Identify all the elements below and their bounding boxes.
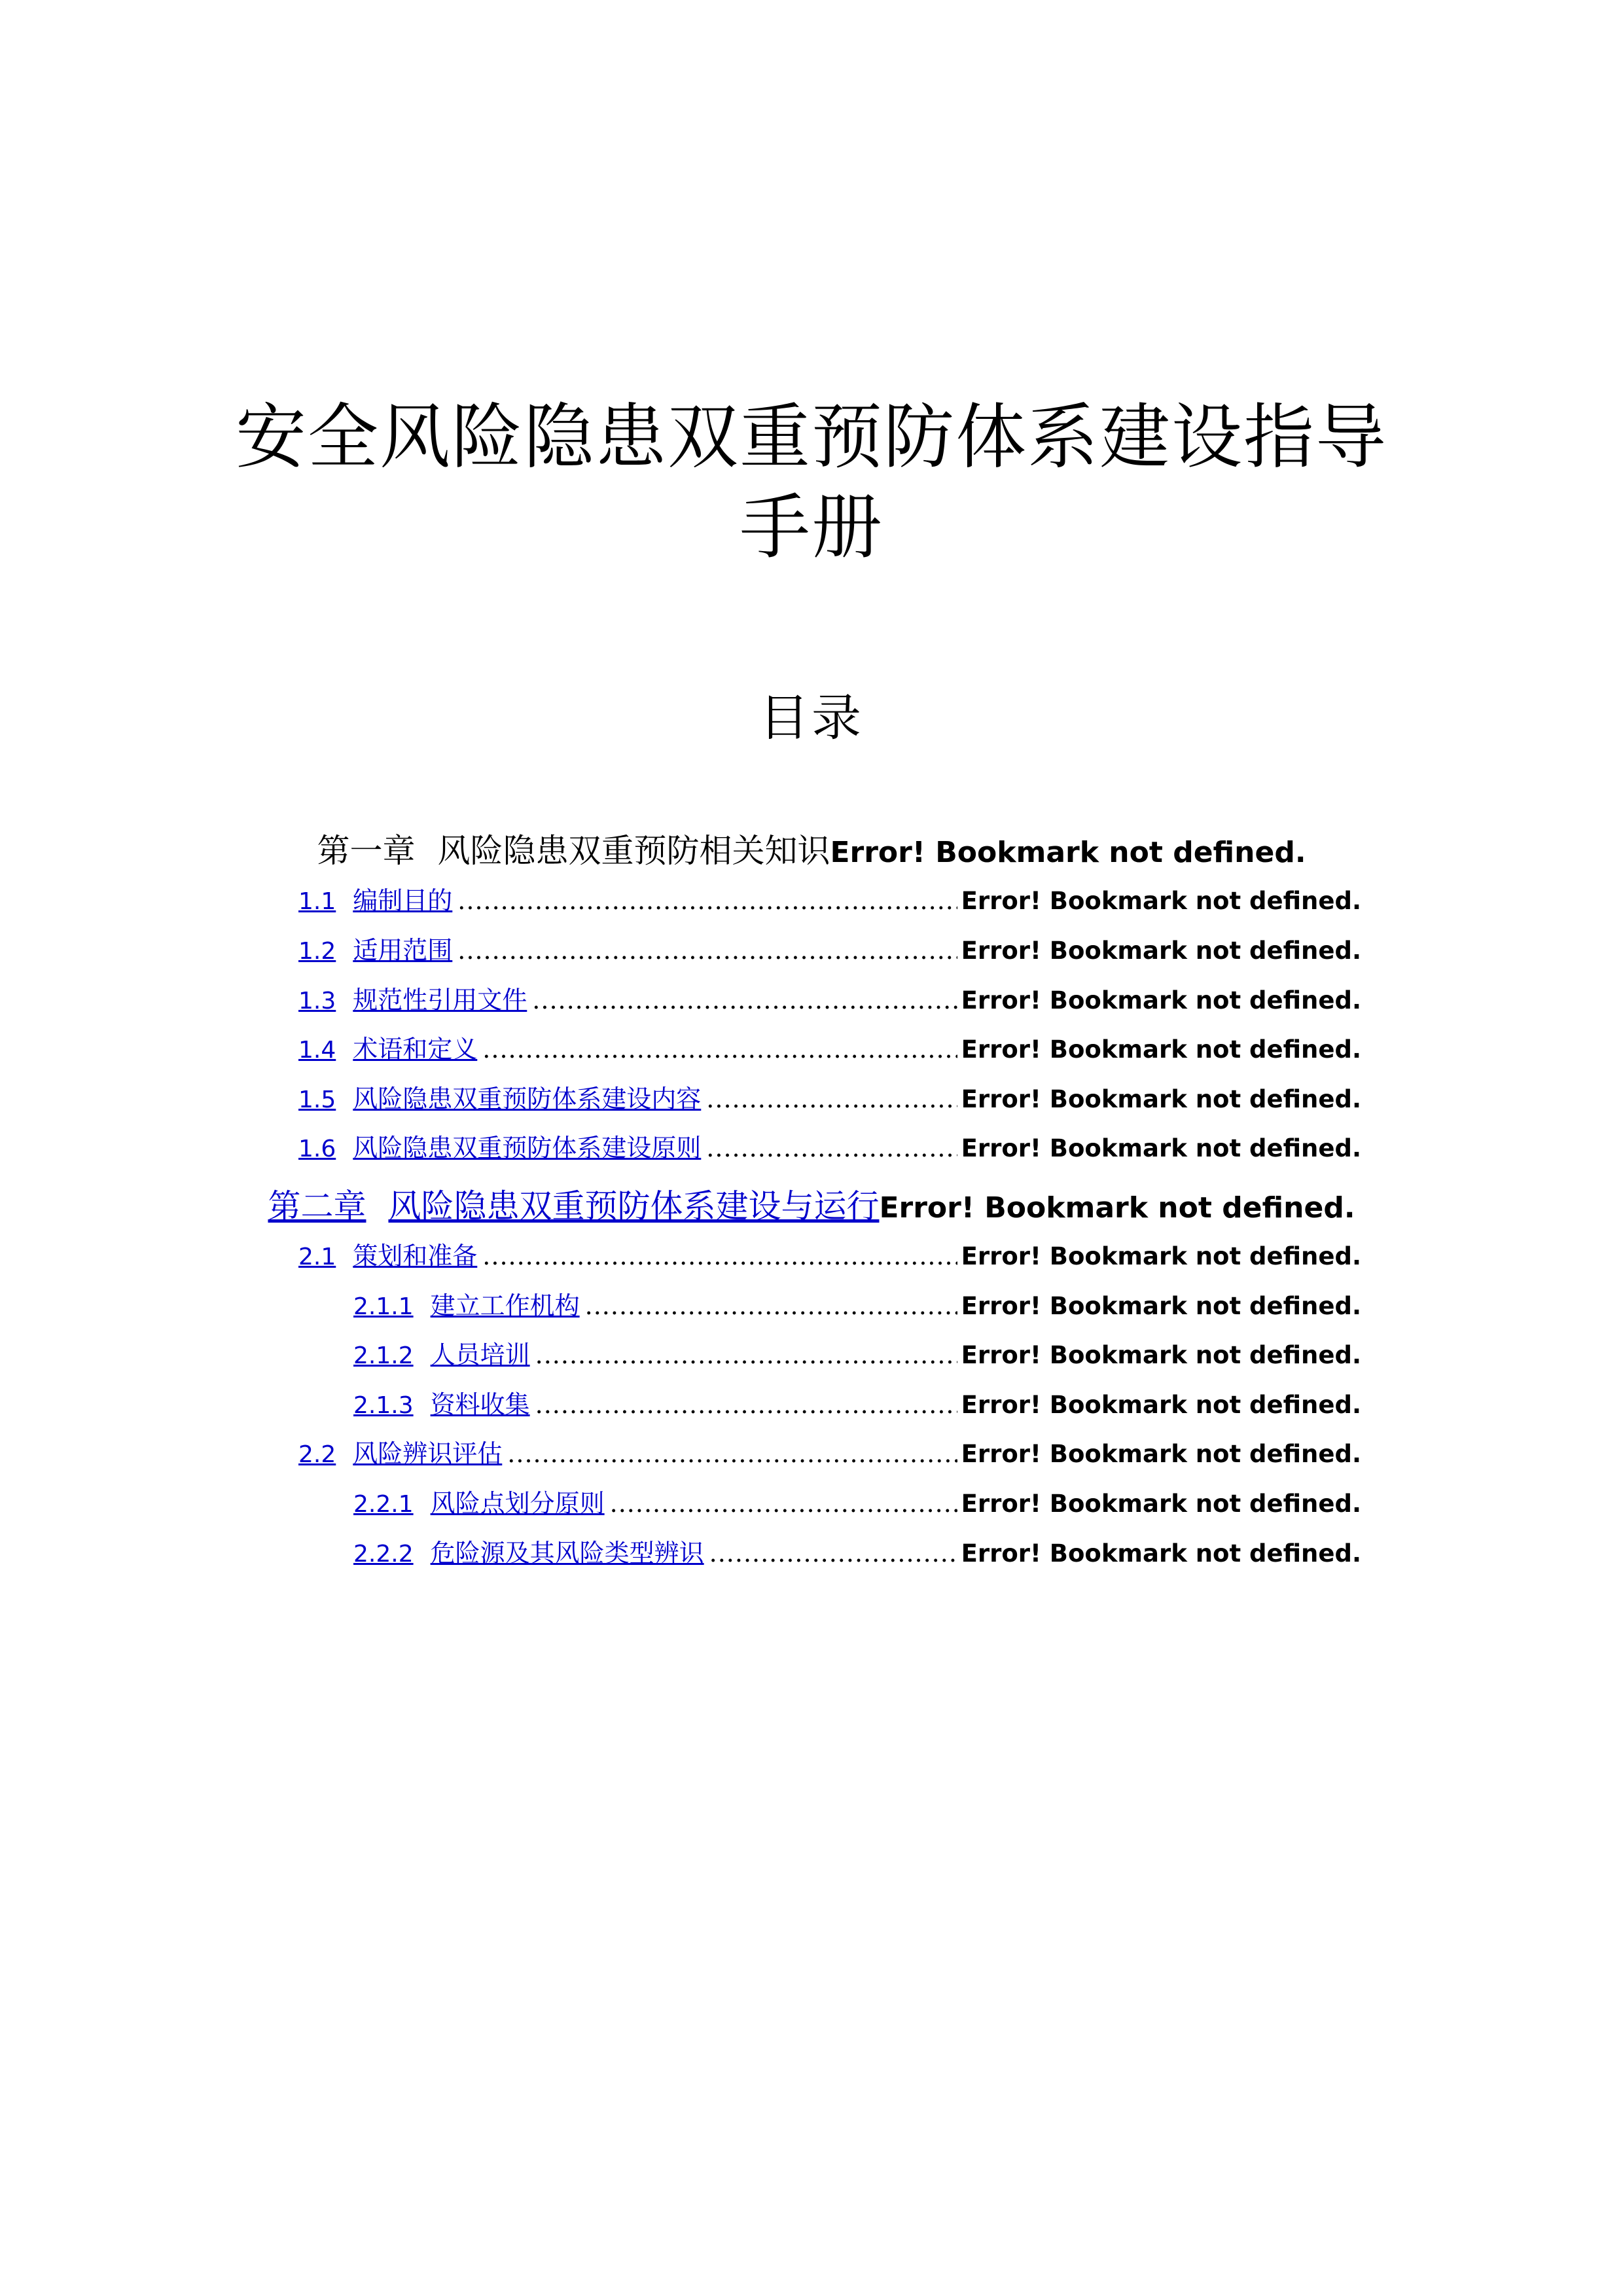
toc-entry-number: 2.1.3 [353, 1391, 414, 1419]
toc-entry-number: 1.3 [298, 987, 336, 1014]
toc-dot-leader [610, 1489, 957, 1519]
toc-entry-page: Error! Bookmark not defined. [961, 887, 1361, 916]
toc-entry[interactable] [262, 1539, 1361, 1569]
toc-entry-page: Error! Bookmark not defined. [961, 986, 1361, 1014]
toc-entry-label: 风险隐患双重预防体系建设原则 [353, 1134, 702, 1163]
toc-dot-leader [535, 1390, 957, 1420]
table-of-contents [0, 828, 1623, 1568]
toc-dot-leader [457, 936, 957, 966]
toc-chapter-page: Error! Bookmark not defined. [830, 836, 1306, 870]
toc-entry-page: Error! Bookmark not defined. [961, 1035, 1361, 1064]
toc-entry[interactable] [262, 1291, 1361, 1321]
toc-entry-number: 1.4 [298, 1037, 336, 1064]
toc-entry-label: 编制目的 [353, 886, 453, 916]
toc-entry-page: Error! Bookmark not defined. [961, 1490, 1361, 1518]
toc-entry-label: 危险源及其风险类型辨识 [430, 1538, 704, 1568]
toc-entry-number: 2.1.2 [353, 1342, 414, 1370]
toc-dot-leader [532, 986, 957, 1016]
toc-entry-number: 2.2.2 [353, 1540, 414, 1568]
toc-entry-label: 风险隐患双重预防体系建设内容 [353, 1084, 702, 1113]
toc-entry-label: 风险辨识评估 [353, 1439, 503, 1469]
toc-chapter-number: 第一章 风险隐患双重预防相关知识 [317, 832, 830, 870]
toc-entry[interactable] [262, 1035, 1361, 1065]
toc-entry[interactable] [262, 1489, 1361, 1519]
toc-entry-label: 资料收集 [430, 1390, 530, 1419]
toc-entry-page: Error! Bookmark not defined. [961, 1291, 1361, 1320]
toc-entry-label: 建立工作机构 [430, 1291, 580, 1320]
toc-dot-leader [585, 1291, 957, 1321]
toc-dot-leader [507, 1439, 957, 1469]
toc-entry[interactable] [262, 1134, 1361, 1164]
toc-entry-page: Error! Bookmark not defined. [961, 1134, 1361, 1163]
toc-entry-label: 风险点划分原则 [430, 1489, 605, 1518]
toc-entry-label: 策划和准备 [353, 1242, 478, 1271]
toc-dot-leader [482, 1242, 957, 1272]
toc-entry[interactable] [262, 936, 1361, 966]
toc-chapter-number: 第二章 风险隐患双重预防体系建设与运行 [268, 1187, 880, 1226]
toc-dot-leader [706, 1134, 957, 1164]
toc-chapter-entry[interactable] [262, 828, 1361, 874]
toc-dot-leader [709, 1539, 957, 1569]
toc-entry-page: Error! Bookmark not defined. [961, 937, 1361, 965]
toc-entry[interactable] [262, 1390, 1361, 1420]
toc-entry-number: 2.2 [298, 1441, 336, 1469]
toc-chapter-page: Error! Bookmark not defined. [879, 1191, 1355, 1225]
toc-chapter-entry[interactable] [262, 1183, 1361, 1230]
toc-dot-leader [535, 1340, 957, 1371]
toc-entry-number: 2.1 [298, 1244, 336, 1271]
toc-entry-page: Error! Bookmark not defined. [961, 1390, 1361, 1419]
toc-entry[interactable] [262, 1085, 1361, 1115]
toc-entry-page: Error! Bookmark not defined. [961, 1341, 1361, 1370]
toc-entry-number: 1.5 [298, 1086, 336, 1113]
toc-dot-leader [482, 1035, 957, 1065]
toc-entry-page: Error! Bookmark not defined. [961, 1085, 1361, 1113]
toc-entry-number: 1.1 [298, 888, 336, 916]
toc-entry-page: Error! Bookmark not defined. [961, 1539, 1361, 1568]
toc-entry[interactable] [262, 1340, 1361, 1371]
toc-entry-label: 术语和定义 [353, 1035, 478, 1064]
toc-entry-label: 适用范围 [353, 936, 453, 965]
toc-entry-number: 2.2.1 [353, 1491, 414, 1518]
toc-entry[interactable] [262, 1439, 1361, 1469]
toc-entry-number: 1.6 [298, 1136, 336, 1163]
toc-heading: 目录 [759, 689, 864, 747]
toc-entry[interactable] [262, 1242, 1361, 1272]
toc-entry-number: 1.2 [298, 938, 336, 965]
toc-dot-leader [706, 1085, 957, 1115]
toc-entry[interactable] [262, 986, 1361, 1016]
toc-entry-page: Error! Bookmark not defined. [961, 1242, 1361, 1271]
toc-entry-label: 人员培训 [430, 1340, 530, 1370]
toc-entry[interactable] [262, 886, 1361, 916]
toc-entry-number: 2.1.1 [353, 1293, 414, 1320]
toc-entry-label: 规范性引用文件 [353, 985, 527, 1014]
toc-entry-page: Error! Bookmark not defined. [961, 1440, 1361, 1469]
toc-dot-leader [457, 886, 957, 916]
document-title: 安全风险隐患双重预防体系建设指导手册 [236, 397, 1388, 569]
